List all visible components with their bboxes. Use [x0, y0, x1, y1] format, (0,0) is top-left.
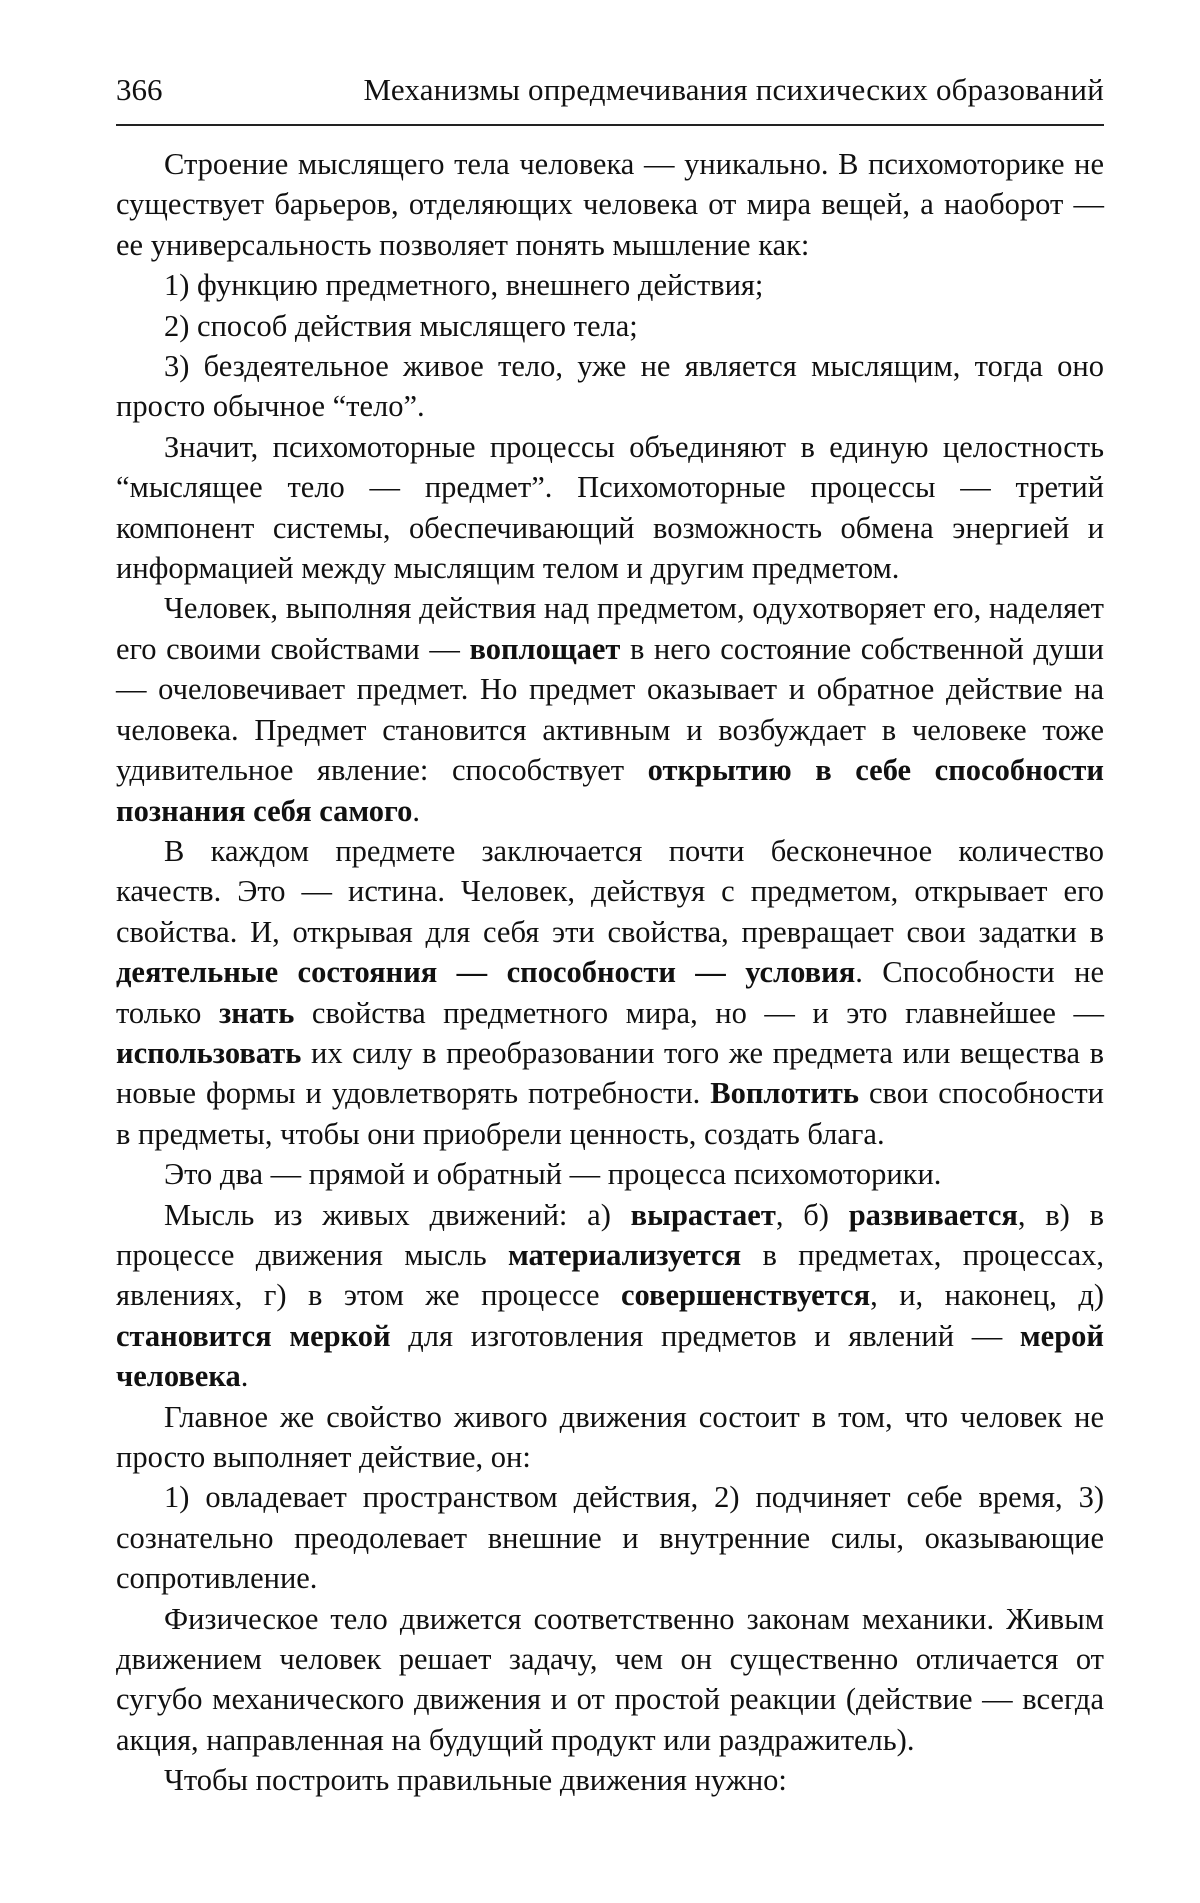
emphasis-text: открытию в себе способности познания себя самого [116, 753, 1104, 827]
text-run: Строение мыслящего тела человека — уникально. В психомоторике не существует барьеров, отделяющих человека от мира вещей, а наоборот — ее универсальность позволяет понять мышление как: [116, 147, 1104, 262]
text-run: Значит, психомоторные процессы объединяют в единую целостность “мыслящее тело — предмет”. Психомоторные процессы — третий компонент системы, обеспечивающий возможность обмена энергией и информацией между мыслящим телом и другим предметом. [116, 430, 1104, 585]
emphasis-text: вырастает [631, 1198, 776, 1232]
text-run: . Способности не только [116, 955, 1104, 1029]
emphasis-text: Воплотить [710, 1076, 859, 1110]
list-item-paragraph [116, 265, 1104, 305]
emphasis-text: становится меркой [116, 1319, 391, 1353]
list-item-paragraph [116, 306, 1104, 346]
emphasis-text: деятельные состояния — способности — условия [116, 955, 855, 989]
paragraph [116, 831, 1104, 1154]
text-run: 1) функцию предметного, внешнего действия; [164, 268, 763, 302]
emphasis-text: материализуется [508, 1238, 741, 1272]
text-run: свои способности в предметы, чтобы они приобрели ценность, создать блага. [116, 1076, 1104, 1150]
text-run: Мысль из живых движений: а) [164, 1198, 631, 1232]
paragraph [116, 144, 1104, 265]
paragraph [116, 1154, 1104, 1194]
book-page [116, 70, 1104, 1801]
paragraph [116, 427, 1104, 589]
page-number: 366 [116, 70, 163, 110]
paragraph [116, 1760, 1104, 1800]
emphasis-text: мерой человека [116, 1319, 1104, 1393]
emphasis-text: развивается [849, 1198, 1018, 1232]
text-run: , б) [776, 1198, 849, 1232]
running-title: Механизмы опредмечивания психических образований [364, 70, 1104, 110]
text-run: 3) бездеятельное живое тело, уже не является мыслящим, тогда оно просто обычное “тело”. [116, 349, 1104, 423]
paragraph [116, 1397, 1104, 1478]
text-run: для изготовления предметов и явлений — [391, 1319, 1020, 1353]
emphasis-text: использовать [116, 1036, 301, 1070]
text-run: . [241, 1359, 249, 1393]
paragraph [116, 1599, 1104, 1761]
text-run: их силу в преобразовании того же предмета или вещества в новые формы и удовлетворять потребности. [116, 1036, 1104, 1110]
text-run: свойства предметного мира, но — и это главнейшее — [294, 996, 1104, 1030]
emphasis-text: совершенствуется [621, 1278, 870, 1312]
emphasis-text: знать [219, 996, 294, 1030]
text-run: в предметах, процессах, явлениях, г) в этом же процессе [116, 1238, 1104, 1312]
text-run: 2) способ действия мыслящего тела; [164, 309, 638, 343]
text-run: , и, наконец, д) [870, 1278, 1104, 1312]
text-run: в него состояние собственной души — очеловечивает предмет. Но предмет оказывает и обратное действие на человека. Предмет становится активным и возбуждает в человеке тоже удивительное явление: способствует [116, 632, 1104, 787]
paragraph [116, 588, 1104, 830]
text-run: . [412, 794, 420, 828]
body-text [116, 144, 1104, 1801]
list-item-paragraph [116, 346, 1104, 427]
text-run: , в) в процессе движения мысль [116, 1198, 1104, 1272]
running-header [116, 70, 1104, 126]
emphasis-text: воплощает [469, 632, 620, 666]
text-run: Главное же свойство живого движения состоит в том, что человек не просто выполняет действие, он: [116, 1400, 1104, 1474]
text-run: Физическое тело движется соответственно законам механики. Живым движением человек решает задачу, чем он существенно отличается от сугубо механического движения и от простой реакции (действие — всегда акция, направленная на будущий продукт или раздражитель). [116, 1602, 1104, 1757]
list-item-paragraph [116, 1477, 1104, 1598]
paragraph [116, 1195, 1104, 1397]
text-run: Человек, выполняя действия над предметом, одухотворяет его, наделяет его своими свойствами — [116, 591, 1104, 665]
text-run: 1) овладевает пространством действия, 2) подчиняет себе время, 3) сознательно преодолевает внешние и внутренние силы, оказывающие сопротивление. [116, 1480, 1104, 1595]
text-run: Чтобы построить правильные движения нужно: [164, 1763, 787, 1797]
text-run: В каждом предмете заключается почти бесконечное количество качеств. Это — истина. Человек, действуя с предметом, открывает его свойства. И, открывая для себя эти свойства, превращает свои задатки в [116, 834, 1104, 949]
text-run: Это два — прямой и обратный — процесса психомоторики. [164, 1157, 941, 1191]
